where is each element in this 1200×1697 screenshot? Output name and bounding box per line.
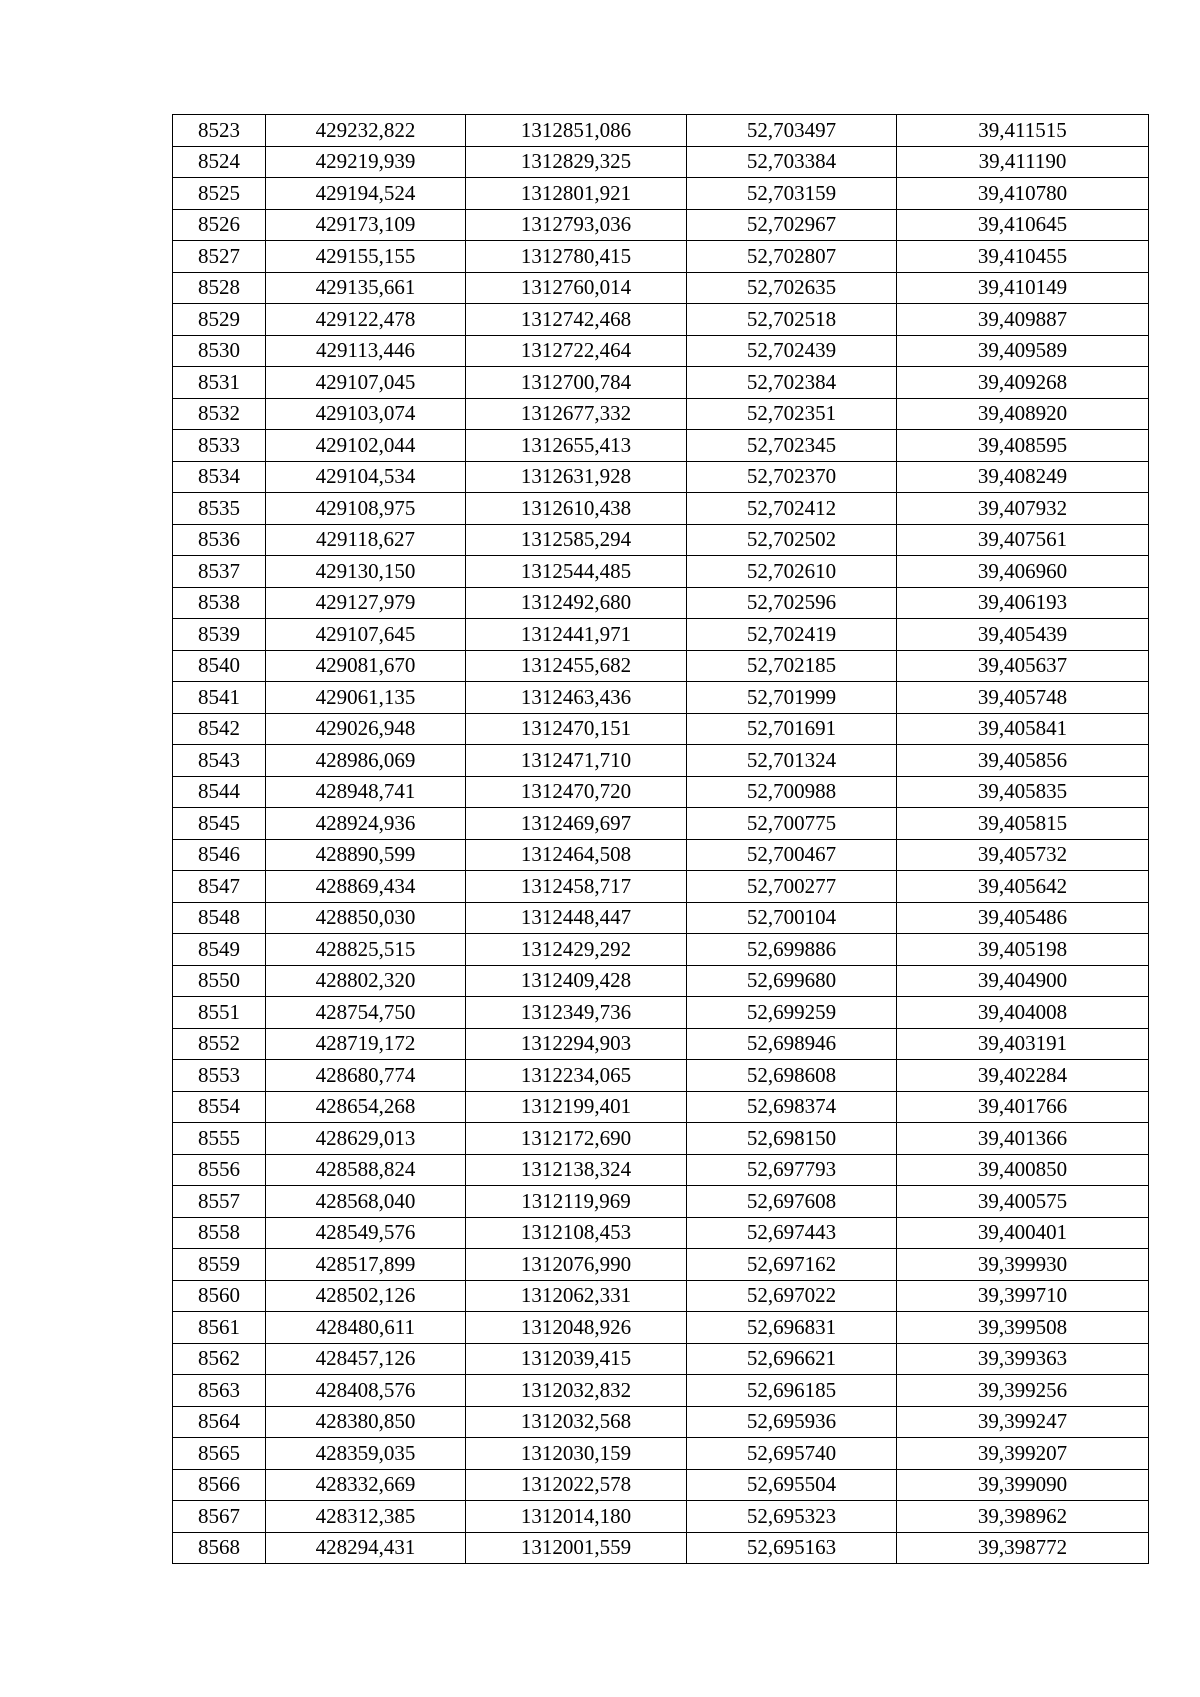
longitude-cell: 39,408249 (897, 461, 1149, 493)
table-row (173, 272, 1149, 304)
point-number-cell: 8547 (173, 871, 266, 903)
point-number-cell: 8554 (173, 1091, 266, 1123)
longitude-cell: 39,408595 (897, 430, 1149, 462)
x-coordinate-cell: 429103,074 (266, 398, 466, 430)
table-row (173, 209, 1149, 241)
point-number-cell: 8548 (173, 902, 266, 934)
latitude-cell: 52,700467 (687, 839, 897, 871)
x-coordinate-cell: 428502,126 (266, 1280, 466, 1312)
table-row (173, 430, 1149, 462)
latitude-cell: 52,698946 (687, 1028, 897, 1060)
y-coordinate-cell: 1312138,324 (466, 1154, 687, 1186)
longitude-cell: 39,411515 (897, 115, 1149, 147)
table-row (173, 713, 1149, 745)
y-coordinate-cell: 1312463,436 (466, 682, 687, 714)
y-coordinate-cell: 1312801,921 (466, 178, 687, 210)
longitude-cell: 39,405841 (897, 713, 1149, 745)
table-row (173, 965, 1149, 997)
x-coordinate-cell: 428890,599 (266, 839, 466, 871)
y-coordinate-cell: 1312349,736 (466, 997, 687, 1029)
x-coordinate-cell: 429173,109 (266, 209, 466, 241)
table-row (173, 178, 1149, 210)
point-number-cell: 8567 (173, 1501, 266, 1533)
y-coordinate-cell: 1312119,969 (466, 1186, 687, 1218)
x-coordinate-cell: 428924,936 (266, 808, 466, 840)
latitude-cell: 52,697443 (687, 1217, 897, 1249)
point-number-cell: 8528 (173, 272, 266, 304)
point-number-cell: 8527 (173, 241, 266, 273)
y-coordinate-cell: 1312199,401 (466, 1091, 687, 1123)
x-coordinate-cell: 428802,320 (266, 965, 466, 997)
x-coordinate-cell: 428948,741 (266, 776, 466, 808)
y-coordinate-cell: 1312544,485 (466, 556, 687, 588)
x-coordinate-cell: 428654,268 (266, 1091, 466, 1123)
table-row (173, 745, 1149, 777)
x-coordinate-cell: 428380,850 (266, 1406, 466, 1438)
latitude-cell: 52,702635 (687, 272, 897, 304)
latitude-cell: 52,702610 (687, 556, 897, 588)
y-coordinate-cell: 1312655,413 (466, 430, 687, 462)
longitude-cell: 39,405815 (897, 808, 1149, 840)
table-row (173, 1217, 1149, 1249)
x-coordinate-cell: 429122,478 (266, 304, 466, 336)
y-coordinate-cell: 1312469,697 (466, 808, 687, 840)
table-row (173, 587, 1149, 619)
latitude-cell: 52,702384 (687, 367, 897, 399)
latitude-cell: 52,699259 (687, 997, 897, 1029)
x-coordinate-cell: 429081,670 (266, 650, 466, 682)
longitude-cell: 39,410455 (897, 241, 1149, 273)
y-coordinate-cell: 1312076,990 (466, 1249, 687, 1281)
longitude-cell: 39,408920 (897, 398, 1149, 430)
latitude-cell: 52,699886 (687, 934, 897, 966)
point-number-cell: 8543 (173, 745, 266, 777)
y-coordinate-cell: 1312032,568 (466, 1406, 687, 1438)
longitude-cell: 39,400850 (897, 1154, 1149, 1186)
longitude-cell: 39,399247 (897, 1406, 1149, 1438)
latitude-cell: 52,698374 (687, 1091, 897, 1123)
table-row (173, 493, 1149, 525)
point-number-cell: 8541 (173, 682, 266, 714)
longitude-cell: 39,405637 (897, 650, 1149, 682)
longitude-cell: 39,403191 (897, 1028, 1149, 1060)
longitude-cell: 39,399363 (897, 1343, 1149, 1375)
x-coordinate-cell: 429118,627 (266, 524, 466, 556)
table-row (173, 619, 1149, 651)
point-number-cell: 8532 (173, 398, 266, 430)
table-row (173, 398, 1149, 430)
point-number-cell: 8538 (173, 587, 266, 619)
latitude-cell: 52,695323 (687, 1501, 897, 1533)
point-number-cell: 8562 (173, 1343, 266, 1375)
longitude-cell: 39,405486 (897, 902, 1149, 934)
point-number-cell: 8545 (173, 808, 266, 840)
y-coordinate-cell: 1312760,014 (466, 272, 687, 304)
y-coordinate-cell: 1312700,784 (466, 367, 687, 399)
y-coordinate-cell: 1312471,710 (466, 745, 687, 777)
point-number-cell: 8555 (173, 1123, 266, 1155)
x-coordinate-cell: 428332,669 (266, 1469, 466, 1501)
longitude-cell: 39,407932 (897, 493, 1149, 525)
latitude-cell: 52,700104 (687, 902, 897, 934)
point-number-cell: 8557 (173, 1186, 266, 1218)
latitude-cell: 52,700988 (687, 776, 897, 808)
table-row (173, 682, 1149, 714)
x-coordinate-cell: 429113,446 (266, 335, 466, 367)
table-row (173, 1280, 1149, 1312)
latitude-cell: 52,702807 (687, 241, 897, 273)
point-number-cell: 8561 (173, 1312, 266, 1344)
point-number-cell: 8551 (173, 997, 266, 1029)
x-coordinate-cell: 428457,126 (266, 1343, 466, 1375)
point-number-cell: 8560 (173, 1280, 266, 1312)
table-row (173, 1249, 1149, 1281)
y-coordinate-cell: 1312631,928 (466, 461, 687, 493)
table-row (173, 1375, 1149, 1407)
x-coordinate-cell: 429026,948 (266, 713, 466, 745)
point-number-cell: 8558 (173, 1217, 266, 1249)
latitude-cell: 52,701999 (687, 682, 897, 714)
latitude-cell: 52,698608 (687, 1060, 897, 1092)
point-number-cell: 8531 (173, 367, 266, 399)
latitude-cell: 52,699680 (687, 965, 897, 997)
x-coordinate-cell: 429232,822 (266, 115, 466, 147)
point-number-cell: 8534 (173, 461, 266, 493)
y-coordinate-cell: 1312458,717 (466, 871, 687, 903)
point-number-cell: 8530 (173, 335, 266, 367)
longitude-cell: 39,410780 (897, 178, 1149, 210)
x-coordinate-cell: 428680,774 (266, 1060, 466, 1092)
x-coordinate-cell: 428588,824 (266, 1154, 466, 1186)
coordinates-table-body (173, 115, 1149, 1564)
x-coordinate-cell: 428549,576 (266, 1217, 466, 1249)
x-coordinate-cell: 429135,661 (266, 272, 466, 304)
latitude-cell: 52,703384 (687, 146, 897, 178)
table-row (173, 650, 1149, 682)
x-coordinate-cell: 429108,975 (266, 493, 466, 525)
y-coordinate-cell: 1312022,578 (466, 1469, 687, 1501)
point-number-cell: 8559 (173, 1249, 266, 1281)
y-coordinate-cell: 1312722,464 (466, 335, 687, 367)
point-number-cell: 8549 (173, 934, 266, 966)
x-coordinate-cell: 429104,534 (266, 461, 466, 493)
x-coordinate-cell: 429130,150 (266, 556, 466, 588)
point-number-cell: 8525 (173, 178, 266, 210)
latitude-cell: 52,702967 (687, 209, 897, 241)
x-coordinate-cell: 428294,431 (266, 1532, 466, 1564)
point-number-cell: 8537 (173, 556, 266, 588)
y-coordinate-cell: 1312108,453 (466, 1217, 687, 1249)
y-coordinate-cell: 1312610,438 (466, 493, 687, 525)
latitude-cell: 52,696621 (687, 1343, 897, 1375)
longitude-cell: 39,410645 (897, 209, 1149, 241)
table-row (173, 335, 1149, 367)
y-coordinate-cell: 1312851,086 (466, 115, 687, 147)
y-coordinate-cell: 1312032,832 (466, 1375, 687, 1407)
table-row (173, 1406, 1149, 1438)
longitude-cell: 39,399207 (897, 1438, 1149, 1470)
longitude-cell: 39,405439 (897, 619, 1149, 651)
x-coordinate-cell: 428359,035 (266, 1438, 466, 1470)
point-number-cell: 8546 (173, 839, 266, 871)
longitude-cell: 39,411190 (897, 146, 1149, 178)
table-row (173, 776, 1149, 808)
latitude-cell: 52,702185 (687, 650, 897, 682)
table-row (173, 1091, 1149, 1123)
longitude-cell: 39,401766 (897, 1091, 1149, 1123)
longitude-cell: 39,401366 (897, 1123, 1149, 1155)
point-number-cell: 8539 (173, 619, 266, 651)
x-coordinate-cell: 429102,044 (266, 430, 466, 462)
y-coordinate-cell: 1312742,468 (466, 304, 687, 336)
x-coordinate-cell: 428480,611 (266, 1312, 466, 1344)
x-coordinate-cell: 428629,013 (266, 1123, 466, 1155)
y-coordinate-cell: 1312780,415 (466, 241, 687, 273)
y-coordinate-cell: 1312470,720 (466, 776, 687, 808)
x-coordinate-cell: 429061,135 (266, 682, 466, 714)
point-number-cell: 8542 (173, 713, 266, 745)
y-coordinate-cell: 1312014,180 (466, 1501, 687, 1533)
table-row (173, 1312, 1149, 1344)
point-number-cell: 8535 (173, 493, 266, 525)
longitude-cell: 39,398962 (897, 1501, 1149, 1533)
longitude-cell: 39,405732 (897, 839, 1149, 871)
point-number-cell: 8540 (173, 650, 266, 682)
latitude-cell: 52,701691 (687, 713, 897, 745)
y-coordinate-cell: 1312677,332 (466, 398, 687, 430)
longitude-cell: 39,398772 (897, 1532, 1149, 1564)
point-number-cell: 8544 (173, 776, 266, 808)
longitude-cell: 39,404900 (897, 965, 1149, 997)
table-row (173, 839, 1149, 871)
table-row (173, 997, 1149, 1029)
latitude-cell: 52,702439 (687, 335, 897, 367)
y-coordinate-cell: 1312234,065 (466, 1060, 687, 1092)
longitude-cell: 39,405835 (897, 776, 1149, 808)
table-row (173, 934, 1149, 966)
latitude-cell: 52,702502 (687, 524, 897, 556)
longitude-cell: 39,410149 (897, 272, 1149, 304)
latitude-cell: 52,696831 (687, 1312, 897, 1344)
y-coordinate-cell: 1312048,926 (466, 1312, 687, 1344)
longitude-cell: 39,399090 (897, 1469, 1149, 1501)
latitude-cell: 52,702351 (687, 398, 897, 430)
y-coordinate-cell: 1312455,682 (466, 650, 687, 682)
table-row (173, 367, 1149, 399)
y-coordinate-cell: 1312294,903 (466, 1028, 687, 1060)
x-coordinate-cell: 429107,645 (266, 619, 466, 651)
x-coordinate-cell: 429219,939 (266, 146, 466, 178)
point-number-cell: 8556 (173, 1154, 266, 1186)
longitude-cell: 39,409887 (897, 304, 1149, 336)
x-coordinate-cell: 428869,434 (266, 871, 466, 903)
latitude-cell: 52,702419 (687, 619, 897, 651)
x-coordinate-cell: 428986,069 (266, 745, 466, 777)
latitude-cell: 52,702596 (687, 587, 897, 619)
table-row (173, 1154, 1149, 1186)
x-coordinate-cell: 428754,750 (266, 997, 466, 1029)
table-row (173, 556, 1149, 588)
y-coordinate-cell: 1312039,415 (466, 1343, 687, 1375)
table-row (173, 304, 1149, 336)
longitude-cell: 39,405198 (897, 934, 1149, 966)
point-number-cell: 8552 (173, 1028, 266, 1060)
table-row (173, 461, 1149, 493)
longitude-cell: 39,399256 (897, 1375, 1149, 1407)
latitude-cell: 52,700277 (687, 871, 897, 903)
table-row (173, 1532, 1149, 1564)
point-number-cell: 8529 (173, 304, 266, 336)
point-number-cell: 8563 (173, 1375, 266, 1407)
latitude-cell: 52,701324 (687, 745, 897, 777)
table-row (173, 1186, 1149, 1218)
x-coordinate-cell: 428719,172 (266, 1028, 466, 1060)
point-number-cell: 8523 (173, 115, 266, 147)
longitude-cell: 39,399710 (897, 1280, 1149, 1312)
y-coordinate-cell: 1312441,971 (466, 619, 687, 651)
latitude-cell: 52,697608 (687, 1186, 897, 1218)
point-number-cell: 8565 (173, 1438, 266, 1470)
table-row (173, 808, 1149, 840)
longitude-cell: 39,404008 (897, 997, 1149, 1029)
table-row (173, 146, 1149, 178)
point-number-cell: 8550 (173, 965, 266, 997)
y-coordinate-cell: 1312492,680 (466, 587, 687, 619)
longitude-cell: 39,399508 (897, 1312, 1149, 1344)
latitude-cell: 52,695504 (687, 1469, 897, 1501)
longitude-cell: 39,407561 (897, 524, 1149, 556)
point-number-cell: 8536 (173, 524, 266, 556)
y-coordinate-cell: 1312585,294 (466, 524, 687, 556)
latitude-cell: 52,700775 (687, 808, 897, 840)
point-number-cell: 8524 (173, 146, 266, 178)
latitude-cell: 52,703159 (687, 178, 897, 210)
table-row (173, 871, 1149, 903)
y-coordinate-cell: 1312829,325 (466, 146, 687, 178)
latitude-cell: 52,695163 (687, 1532, 897, 1564)
coordinates-table (172, 114, 1149, 1564)
latitude-cell: 52,702345 (687, 430, 897, 462)
x-coordinate-cell: 428850,030 (266, 902, 466, 934)
point-number-cell: 8564 (173, 1406, 266, 1438)
latitude-cell: 52,697022 (687, 1280, 897, 1312)
table-row (173, 1060, 1149, 1092)
x-coordinate-cell: 429127,979 (266, 587, 466, 619)
latitude-cell: 52,696185 (687, 1375, 897, 1407)
latitude-cell: 52,695936 (687, 1406, 897, 1438)
latitude-cell: 52,702412 (687, 493, 897, 525)
latitude-cell: 52,695740 (687, 1438, 897, 1470)
point-number-cell: 8553 (173, 1060, 266, 1092)
latitude-cell: 52,697793 (687, 1154, 897, 1186)
longitude-cell: 39,405642 (897, 871, 1149, 903)
y-coordinate-cell: 1312062,331 (466, 1280, 687, 1312)
x-coordinate-cell: 428568,040 (266, 1186, 466, 1218)
longitude-cell: 39,405856 (897, 745, 1149, 777)
point-number-cell: 8566 (173, 1469, 266, 1501)
x-coordinate-cell: 428517,899 (266, 1249, 466, 1281)
table-row (173, 524, 1149, 556)
x-coordinate-cell: 429107,045 (266, 367, 466, 399)
y-coordinate-cell: 1312001,559 (466, 1532, 687, 1564)
latitude-cell: 52,703497 (687, 115, 897, 147)
table-row (173, 1343, 1149, 1375)
y-coordinate-cell: 1312409,428 (466, 965, 687, 997)
point-number-cell: 8568 (173, 1532, 266, 1564)
point-number-cell: 8533 (173, 430, 266, 462)
table-row (173, 115, 1149, 147)
x-coordinate-cell: 428408,576 (266, 1375, 466, 1407)
y-coordinate-cell: 1312172,690 (466, 1123, 687, 1155)
longitude-cell: 39,399930 (897, 1249, 1149, 1281)
table-row (173, 1438, 1149, 1470)
table-row (173, 1469, 1149, 1501)
y-coordinate-cell: 1312448,447 (466, 902, 687, 934)
longitude-cell: 39,409268 (897, 367, 1149, 399)
table-row (173, 241, 1149, 273)
longitude-cell: 39,406960 (897, 556, 1149, 588)
point-number-cell: 8526 (173, 209, 266, 241)
longitude-cell: 39,406193 (897, 587, 1149, 619)
longitude-cell: 39,405748 (897, 682, 1149, 714)
x-coordinate-cell: 429194,524 (266, 178, 466, 210)
longitude-cell: 39,400401 (897, 1217, 1149, 1249)
y-coordinate-cell: 1312464,508 (466, 839, 687, 871)
latitude-cell: 52,698150 (687, 1123, 897, 1155)
table-row (173, 1028, 1149, 1060)
y-coordinate-cell: 1312429,292 (466, 934, 687, 966)
table-row (173, 1123, 1149, 1155)
longitude-cell: 39,400575 (897, 1186, 1149, 1218)
latitude-cell: 52,702370 (687, 461, 897, 493)
longitude-cell: 39,409589 (897, 335, 1149, 367)
latitude-cell: 52,702518 (687, 304, 897, 336)
table-row (173, 902, 1149, 934)
x-coordinate-cell: 428312,385 (266, 1501, 466, 1533)
table-row (173, 1501, 1149, 1533)
x-coordinate-cell: 429155,155 (266, 241, 466, 273)
longitude-cell: 39,402284 (897, 1060, 1149, 1092)
y-coordinate-cell: 1312470,151 (466, 713, 687, 745)
y-coordinate-cell: 1312793,036 (466, 209, 687, 241)
x-coordinate-cell: 428825,515 (266, 934, 466, 966)
y-coordinate-cell: 1312030,159 (466, 1438, 687, 1470)
latitude-cell: 52,697162 (687, 1249, 897, 1281)
